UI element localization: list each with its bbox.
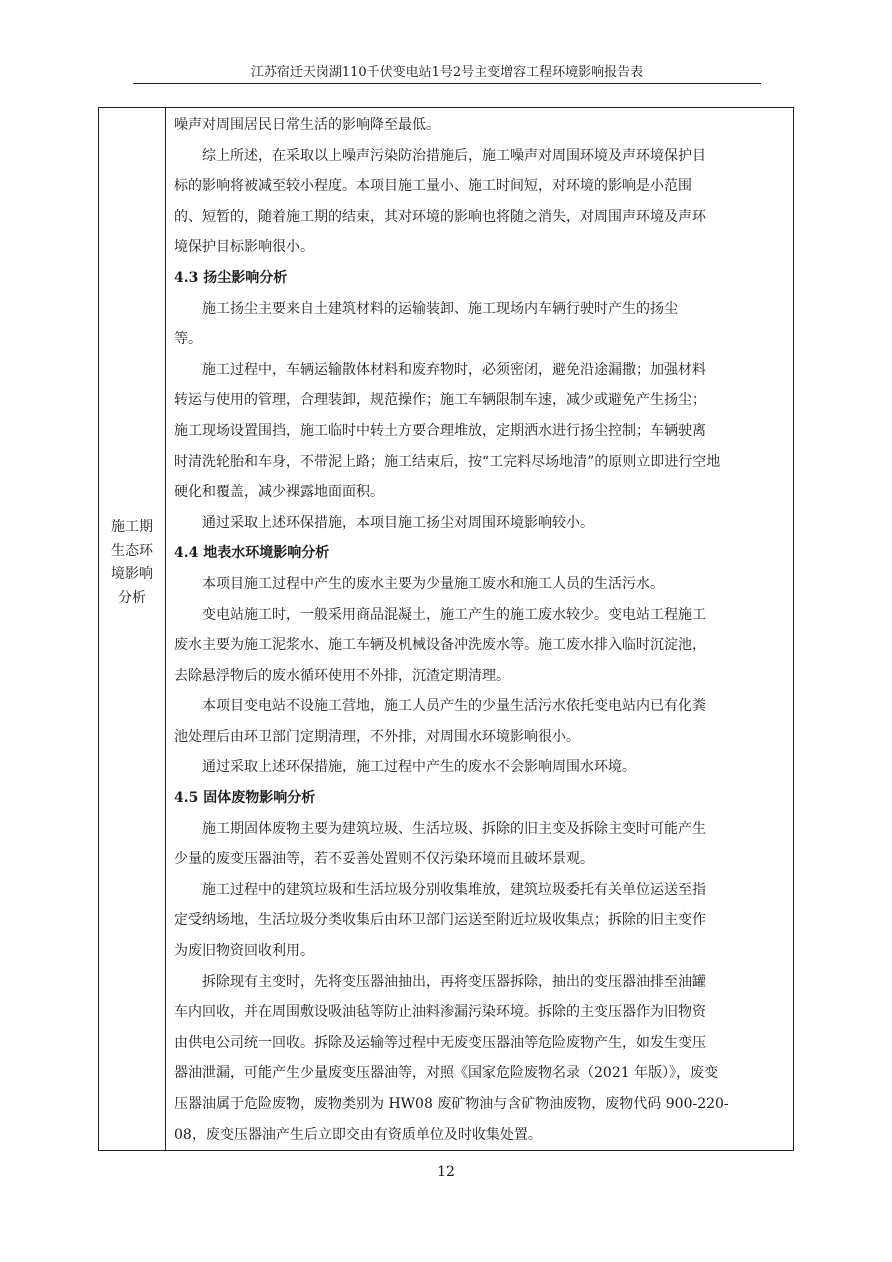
dust-conclusion: 通过采取上述环保措施，本项目施工扬尘对周围环境影响较小。 (202, 514, 594, 531)
solid-waste-heading: 4.5 固体废物影响分析 (174, 790, 316, 807)
page-number: 12 (437, 1164, 455, 1180)
water-construction-line: 废水主要为施工泥浆水、施工车辆及机械设备冲洗废水等。施工废水排入临时沉淀池， (174, 637, 706, 654)
water-construction-line: 变电站施工时，一般采用商品混凝土，施工产生的施工废水较少。变电站工程施工 (202, 606, 706, 623)
water-conclusion: 通过采取上述环保措施，施工过程中产生的废水不会影响周围水环境。 (202, 759, 636, 776)
noise-summary-line: 境保护目标影响很小。 (174, 239, 314, 256)
noise-summary-line: 标的影响将被减至较小程度。本项目施工量小、施工时间短，对环境的影响是小范围 (174, 178, 692, 195)
dust-measures-line: 转运与使用的管理，合理装卸，规范操作；施工车辆限制车速，减少或避免产生扬尘； (174, 392, 706, 409)
section-label-line: 施工期 (111, 519, 153, 535)
water-domestic-line: 池处理后由环卫部门定期清理，不外排，对周围水环境影响很小。 (174, 728, 580, 745)
solid-transformer-line: 器油泄漏，可能产生少量废变压器油等，对照《国家危险废物名录（2021 年版）》，废变 (174, 1065, 719, 1082)
dust-heading: 4.3 扬尘影响分析 (174, 269, 288, 286)
section-label-cell (99, 108, 166, 1150)
solid-intro-line: 少量的废变压器油等，若不妥善处置则不仅污染环境而且破坏景观。 (174, 851, 594, 868)
solid-handling-line: 施工过程中的建筑垃圾和生活垃圾分别收集堆放，建筑垃圾委托有关单位运送至指 (202, 881, 706, 898)
water-intro: 本项目施工过程中产生的废水主要为少量施工废水和施工人员的生活污水。 (202, 575, 664, 592)
document-header: 江苏宿迁天岗湖110千伏变电站1号2号主变增容工程环境影响报告表 (133, 63, 761, 84)
solid-transformer-line: 拆除现有主变时，先将变压器油抽出，再将变压器拆除，抽出的变压器油排至油罐 (202, 973, 706, 990)
section-label-line: 分析 (118, 589, 146, 606)
noise-summary-line: 综上所述，在采取以上噪声污染防治措施后，施工噪声对周围环境及声环境保护目 (202, 147, 706, 164)
solid-transformer-line: 压器油属于危险废物，废物类别为 HW08 废矿物油与含矿物油废物，废物代码 900-220- (174, 1096, 729, 1112)
section-label (99, 516, 165, 610)
water-heading: 4.4 地表水环境影响分析 (174, 545, 330, 562)
water-construction-line: 去除悬浮物后的废水循环使用不外排，沉渣定期清理。 (174, 667, 510, 684)
section-label-line: 境影响 (111, 566, 153, 582)
dust-measures-line: 硬化和覆盖，减少裸露地面面积。 (174, 484, 384, 501)
water-domestic-line: 本项目变电站不设施工营地，施工人员产生的少量生活污水依托变电站内已有化粪 (202, 698, 706, 715)
dust-measures-line: 时清洗轮胎和车身，不带泥上路；施工结束后，按“工完料尽场地清”的原则立即进行空地 (174, 453, 721, 470)
dust-source-line: 施工扬尘主要来自土建筑材料的运输装卸、施工现场内车辆行驶时产生的扬尘 (202, 300, 678, 317)
section-label-line: 生态环 (111, 542, 153, 559)
noise-summary-line: 的、短暂的，随着施工期的结束，其对环境的影响也将随之消失，对周围声环境及声环 (174, 208, 706, 225)
dust-source-line: 等。 (174, 331, 202, 348)
solid-transformer-line: 车内回收，并在周围敷设吸油毡等防止油料渗漏污染环境。拆除的主变压器作为旧物资 (174, 1004, 706, 1021)
solid-transformer-line: 08，废变压器油产生后立即交由有资质单位及时收集处置。 (174, 1126, 542, 1143)
dust-measures-line: 施工现场设置围挡，施工临时中转土方要合理堆放，定期洒水进行扬尘控制；车辆驶离 (174, 422, 706, 439)
solid-intro-line: 施工期固体废物主要为建筑垃圾、生活垃圾、拆除的旧主变及拆除主变时可能产生 (202, 820, 706, 837)
solid-handling-line: 定受纳场地，生活垃圾分类收集后由环卫部门运送至附近垃圾收集点；拆除的旧主变作 (174, 912, 706, 929)
dust-measures-line: 施工过程中，车辆运输散体材料和废弃物时，必须密闭，避免沿途漏撒；加强材料 (202, 361, 706, 378)
content-cell (174, 110, 787, 1150)
solid-transformer-line: 由供电公司统一回收。拆除及运输等过程中无废变压器油等危险废物产生，如发生变压 (174, 1034, 706, 1051)
noise-tail-text: 噪声对周围居民日常生活的影响降至最低。 (174, 117, 440, 133)
report-table (98, 107, 794, 1151)
solid-handling-line: 为废旧物资回收利用。 (174, 943, 314, 960)
